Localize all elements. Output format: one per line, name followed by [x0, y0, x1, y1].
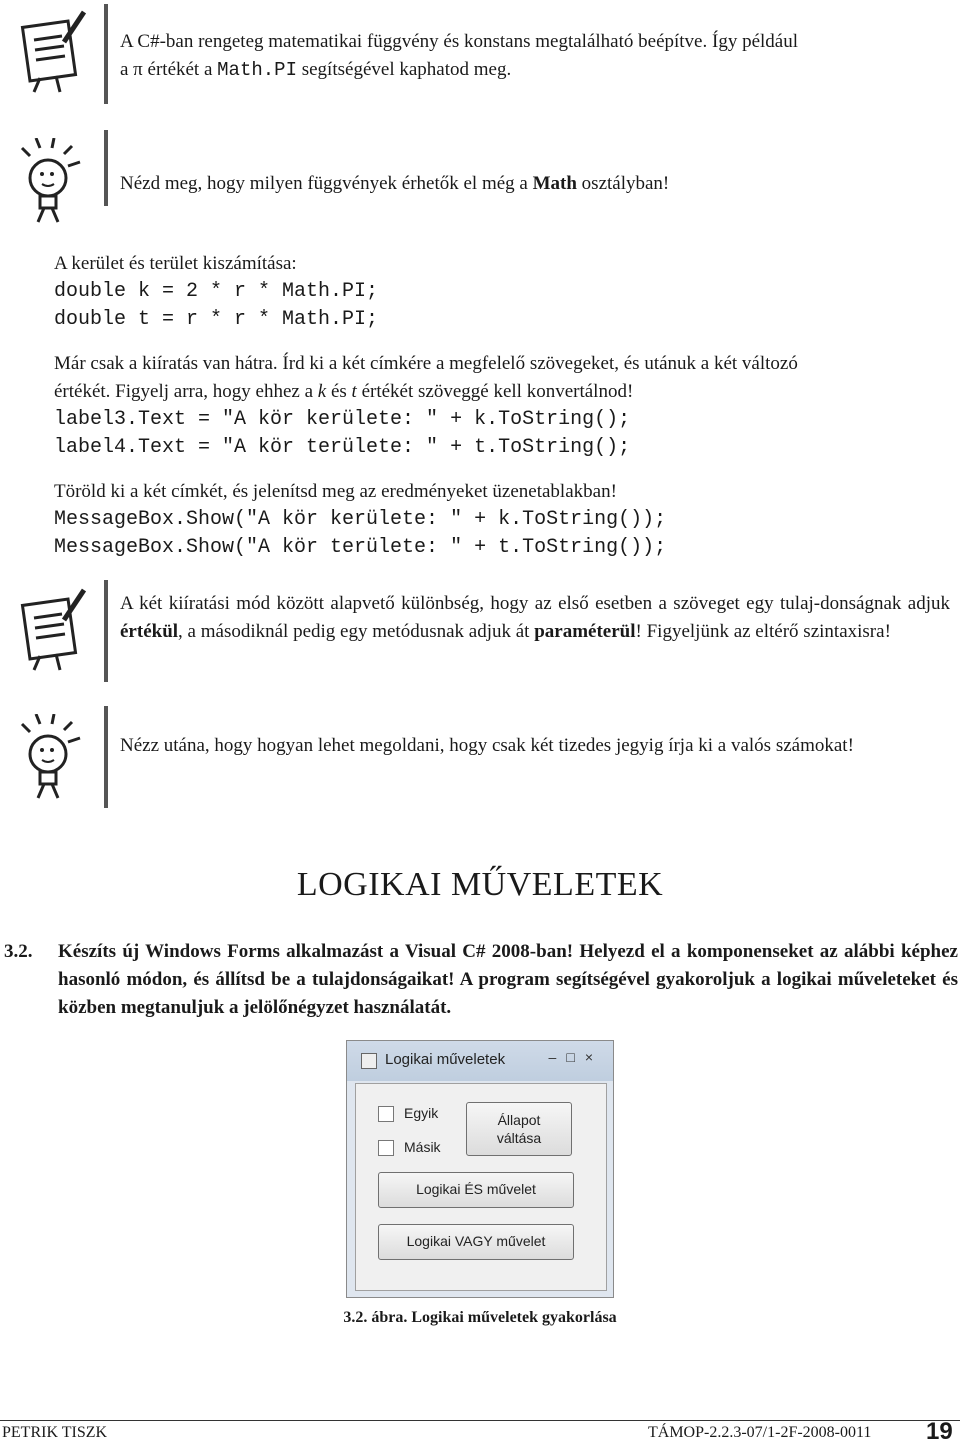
- checkbox-egyik[interactable]: [378, 1106, 394, 1122]
- messagebox-text: Töröld ki a két címkét, és jelenítsd meg az eredményeket üzenetablakban!: [54, 481, 617, 502]
- code-line: label3.Text = ″A kör kerülete: ″ + k.ToString();: [54, 408, 631, 431]
- code-line: double k = 2 * r * Math.PI;: [54, 280, 379, 303]
- labels-paragraph: [54, 350, 960, 406]
- note-2-part2: , a másodiknál pedig egy metódusnak adjuk át: [178, 621, 535, 642]
- app-window: [346, 1040, 614, 1298]
- tip-2: Nézz utána, hogy hogyan lehet megoldani, hogy csak két tizedes jegyig írja ki a valós számokat!: [120, 735, 854, 756]
- labels-line2-mid: és: [326, 381, 352, 402]
- tip-1: [120, 170, 950, 198]
- toggle-state-line1: Állapot: [497, 1112, 541, 1128]
- note-1: [120, 28, 950, 84]
- code-line: MessageBox.Show(″A kör kerülete: ″ + k.ToString());: [54, 508, 667, 531]
- tip-bar: [104, 130, 108, 206]
- tip-1-pre: Nézd meg, hogy milyen függvények érhetők el még a: [120, 173, 533, 194]
- code-line: label4.Text = ″A kör területe: ″ + t.ToString();: [54, 436, 631, 459]
- checkbox-masik[interactable]: [378, 1140, 394, 1156]
- perimeter-heading: A kerület és terület kiszámítása:: [54, 253, 297, 274]
- note-1-line2-post: segítségével kaphatod meg.: [296, 59, 512, 80]
- tip-1-bold: Math: [532, 173, 577, 194]
- minimize-icon[interactable]: –: [548, 1049, 567, 1065]
- logical-and-button[interactable]: Logikai ÉS művelet: [378, 1172, 574, 1208]
- figure-caption: 3.2. ábra. Logikai műveletek gyakorlása: [343, 1309, 617, 1326]
- footer-rule: [0, 1420, 960, 1421]
- close-icon[interactable]: ×: [584, 1049, 603, 1065]
- note-1-line1: A C#-ban rengeteg matematikai függvény és konstans megtalálható beépítve. Így például: [120, 31, 798, 52]
- code-line: MessageBox.Show(″A kör területe: ″ + t.ToString());: [54, 536, 667, 559]
- code-line: double t = r * r * Math.PI;: [54, 308, 379, 331]
- note-2-bold1: értékül: [120, 621, 179, 642]
- window-controls: [549, 1049, 603, 1065]
- window-title: Logikai műveletek: [385, 1051, 506, 1068]
- labels-line2-post: értékét szöveggé kell konvertálnod!: [356, 381, 634, 402]
- toggle-state-button[interactable]: [466, 1102, 572, 1156]
- title-bar: [347, 1041, 613, 1081]
- tip-bar: [104, 706, 108, 808]
- lightbulb-icon: [18, 138, 90, 231]
- notepad-pen-icon: [18, 584, 90, 677]
- note-2-part3: ! Figyeljünk az eltérő szintaxisra!: [635, 621, 891, 642]
- lightbulb-icon: [18, 714, 90, 807]
- note-1-code: Math.PI: [217, 59, 297, 81]
- toggle-state-line2: váltása: [496, 1130, 542, 1146]
- task-number: 3.2.: [4, 941, 33, 962]
- note-2-bold2: paraméterül: [534, 621, 636, 642]
- footer-project-code: TÁMOP-2.2.3-07/1-2F-2008-0011: [648, 1424, 872, 1441]
- app-icon: [361, 1053, 377, 1069]
- section-title: LOGIKAI MŰVELETEK: [296, 866, 664, 903]
- checkbox-masik-label: Másik: [404, 1139, 441, 1155]
- var-k: k: [317, 381, 327, 402]
- tip-1-post: osztályban!: [576, 173, 670, 194]
- note-2: [120, 590, 950, 646]
- notepad-pen-icon: [18, 6, 90, 99]
- page-number: 19: [926, 1418, 953, 1445]
- task-text: Készíts új Windows Forms alkalmazást a Visual C# 2008-ban! Helyezd el a komponenseket az alábbi képhez hasonló módon, és állítsd be a tulajdonságaikat! A program segítségével gyakoroljuk a logikai műveleteket és közben megtanuljuk a jelölőnégyzet használatát.: [58, 941, 958, 1018]
- labels-line2-pre: értékét. Figyelj arra, hogy ehhez a: [54, 381, 318, 402]
- note-bar: [104, 4, 108, 104]
- maximize-icon[interactable]: □: [566, 1049, 585, 1065]
- form-client-area: [355, 1083, 607, 1291]
- labels-line1: Már csak a kiíratás van hátra. Írd ki a két címkére a megfelelő szövegeket, és utánuk a két változó: [54, 353, 798, 374]
- var-t: t: [351, 381, 357, 402]
- checkbox-egyik-label: Egyik: [404, 1105, 439, 1121]
- logical-or-button[interactable]: Logikai VAGY művelet: [378, 1224, 574, 1260]
- footer-left: PETRIK TISZK: [2, 1424, 108, 1441]
- note-1-line2-pre: a π értékét a: [120, 59, 218, 80]
- note-2-part1: A két kiíratási mód között alapvető különbség, hogy az első esetben a szöveget egy tulaj-donságnak adjuk: [120, 593, 950, 614]
- note-bar: [104, 580, 108, 682]
